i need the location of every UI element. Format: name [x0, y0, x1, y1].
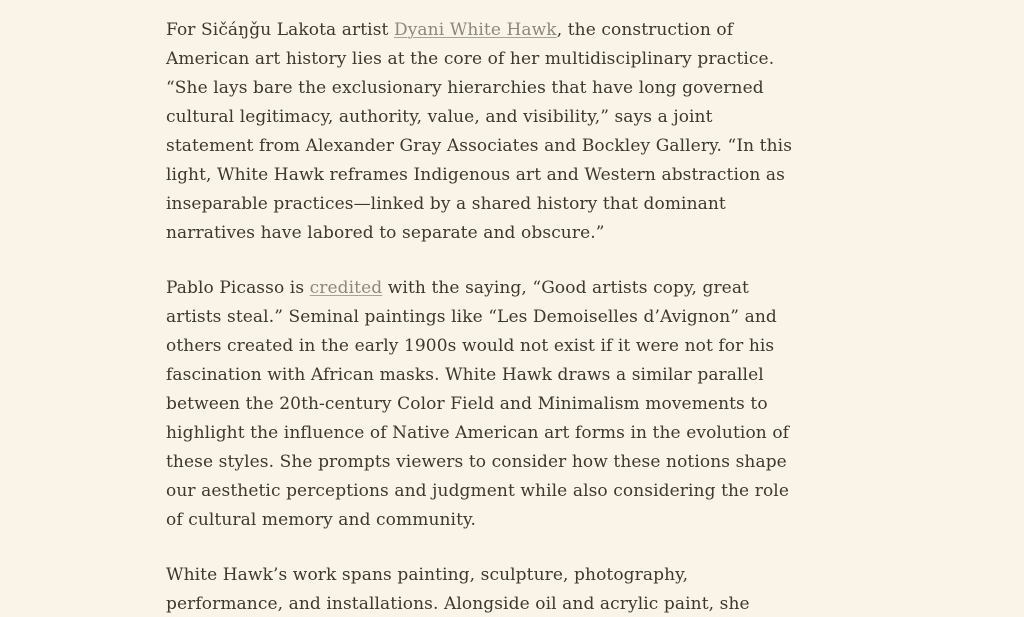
text-span: “She lays bare the exclusionary hierarchies that have long governed [166, 78, 764, 98]
text-span: inseparable practices—linked by a shared history that dominant [166, 194, 726, 214]
text-line [166, 477, 858, 506]
text-line [166, 419, 858, 448]
intro-paragraph [166, 16, 858, 248]
text-line [166, 590, 858, 617]
text-span: White Hawk’s work spans painting, sculpture, photography, [166, 565, 689, 585]
text-span: For Sičáŋǧu Lakota artist [166, 20, 394, 40]
text-span: light, White Hawk reframes Indigenous art and Western abstraction as [166, 165, 785, 185]
text-line [166, 74, 858, 103]
text-span: narratives have labored to separate and obscure.” [166, 223, 605, 243]
text-span: cultural legitimacy, authority, value, and visibility,” says a joint [166, 107, 713, 127]
text-span: these styles. She prompts viewers to consider how these notions shape [166, 452, 787, 472]
text-span: of cultural memory and community. [166, 510, 476, 530]
text-span: artists steal.” Seminal paintings like “Les Demoiselles d’Avignon” and [166, 307, 777, 327]
text-line [166, 332, 858, 361]
text-span: Pablo Picasso is [166, 278, 310, 298]
picasso-paragraph [166, 274, 858, 535]
text-span: American art history lies at the core of her multidisciplinary practice. [166, 49, 775, 69]
text-span: , the construction of [556, 20, 734, 40]
text-line [166, 132, 858, 161]
text-span: performance, and installations. Alongside oil and acrylic paint, she [166, 594, 750, 614]
text-span: with the saying, “Good artists copy, great [382, 278, 749, 298]
text-span: highlight the influence of Native American art forms in the evolution of [166, 423, 790, 443]
article-body [166, 0, 858, 617]
text-span: fascination with African masks. White Hawk draws a similar parallel [166, 365, 764, 385]
text-line [166, 219, 858, 248]
text-line [166, 361, 858, 390]
text-line [166, 506, 858, 535]
text-line [166, 190, 858, 219]
text-line [166, 103, 858, 132]
text-span: our aesthetic perceptions and judgment while also considering the role [166, 481, 789, 501]
text-line [166, 390, 858, 419]
text-line [166, 45, 858, 74]
text-line [166, 161, 858, 190]
work-paragraph [166, 561, 858, 617]
text-line [166, 274, 858, 303]
text-line [166, 561, 858, 590]
credited-link[interactable]: credited [309, 278, 383, 298]
text-line [166, 16, 858, 45]
text-line [166, 448, 858, 477]
text-span: between the 20th-century Color Field and Minimalism movements to [166, 394, 768, 414]
dyani-white-hawk-link[interactable]: Dyani White Hawk [393, 20, 557, 40]
text-span: statement from Alexander Gray Associates and Bockley Gallery. “In this [166, 136, 793, 156]
text-line [166, 303, 858, 332]
text-span: others created in the early 1900s would not exist if it were not for his [166, 336, 775, 356]
